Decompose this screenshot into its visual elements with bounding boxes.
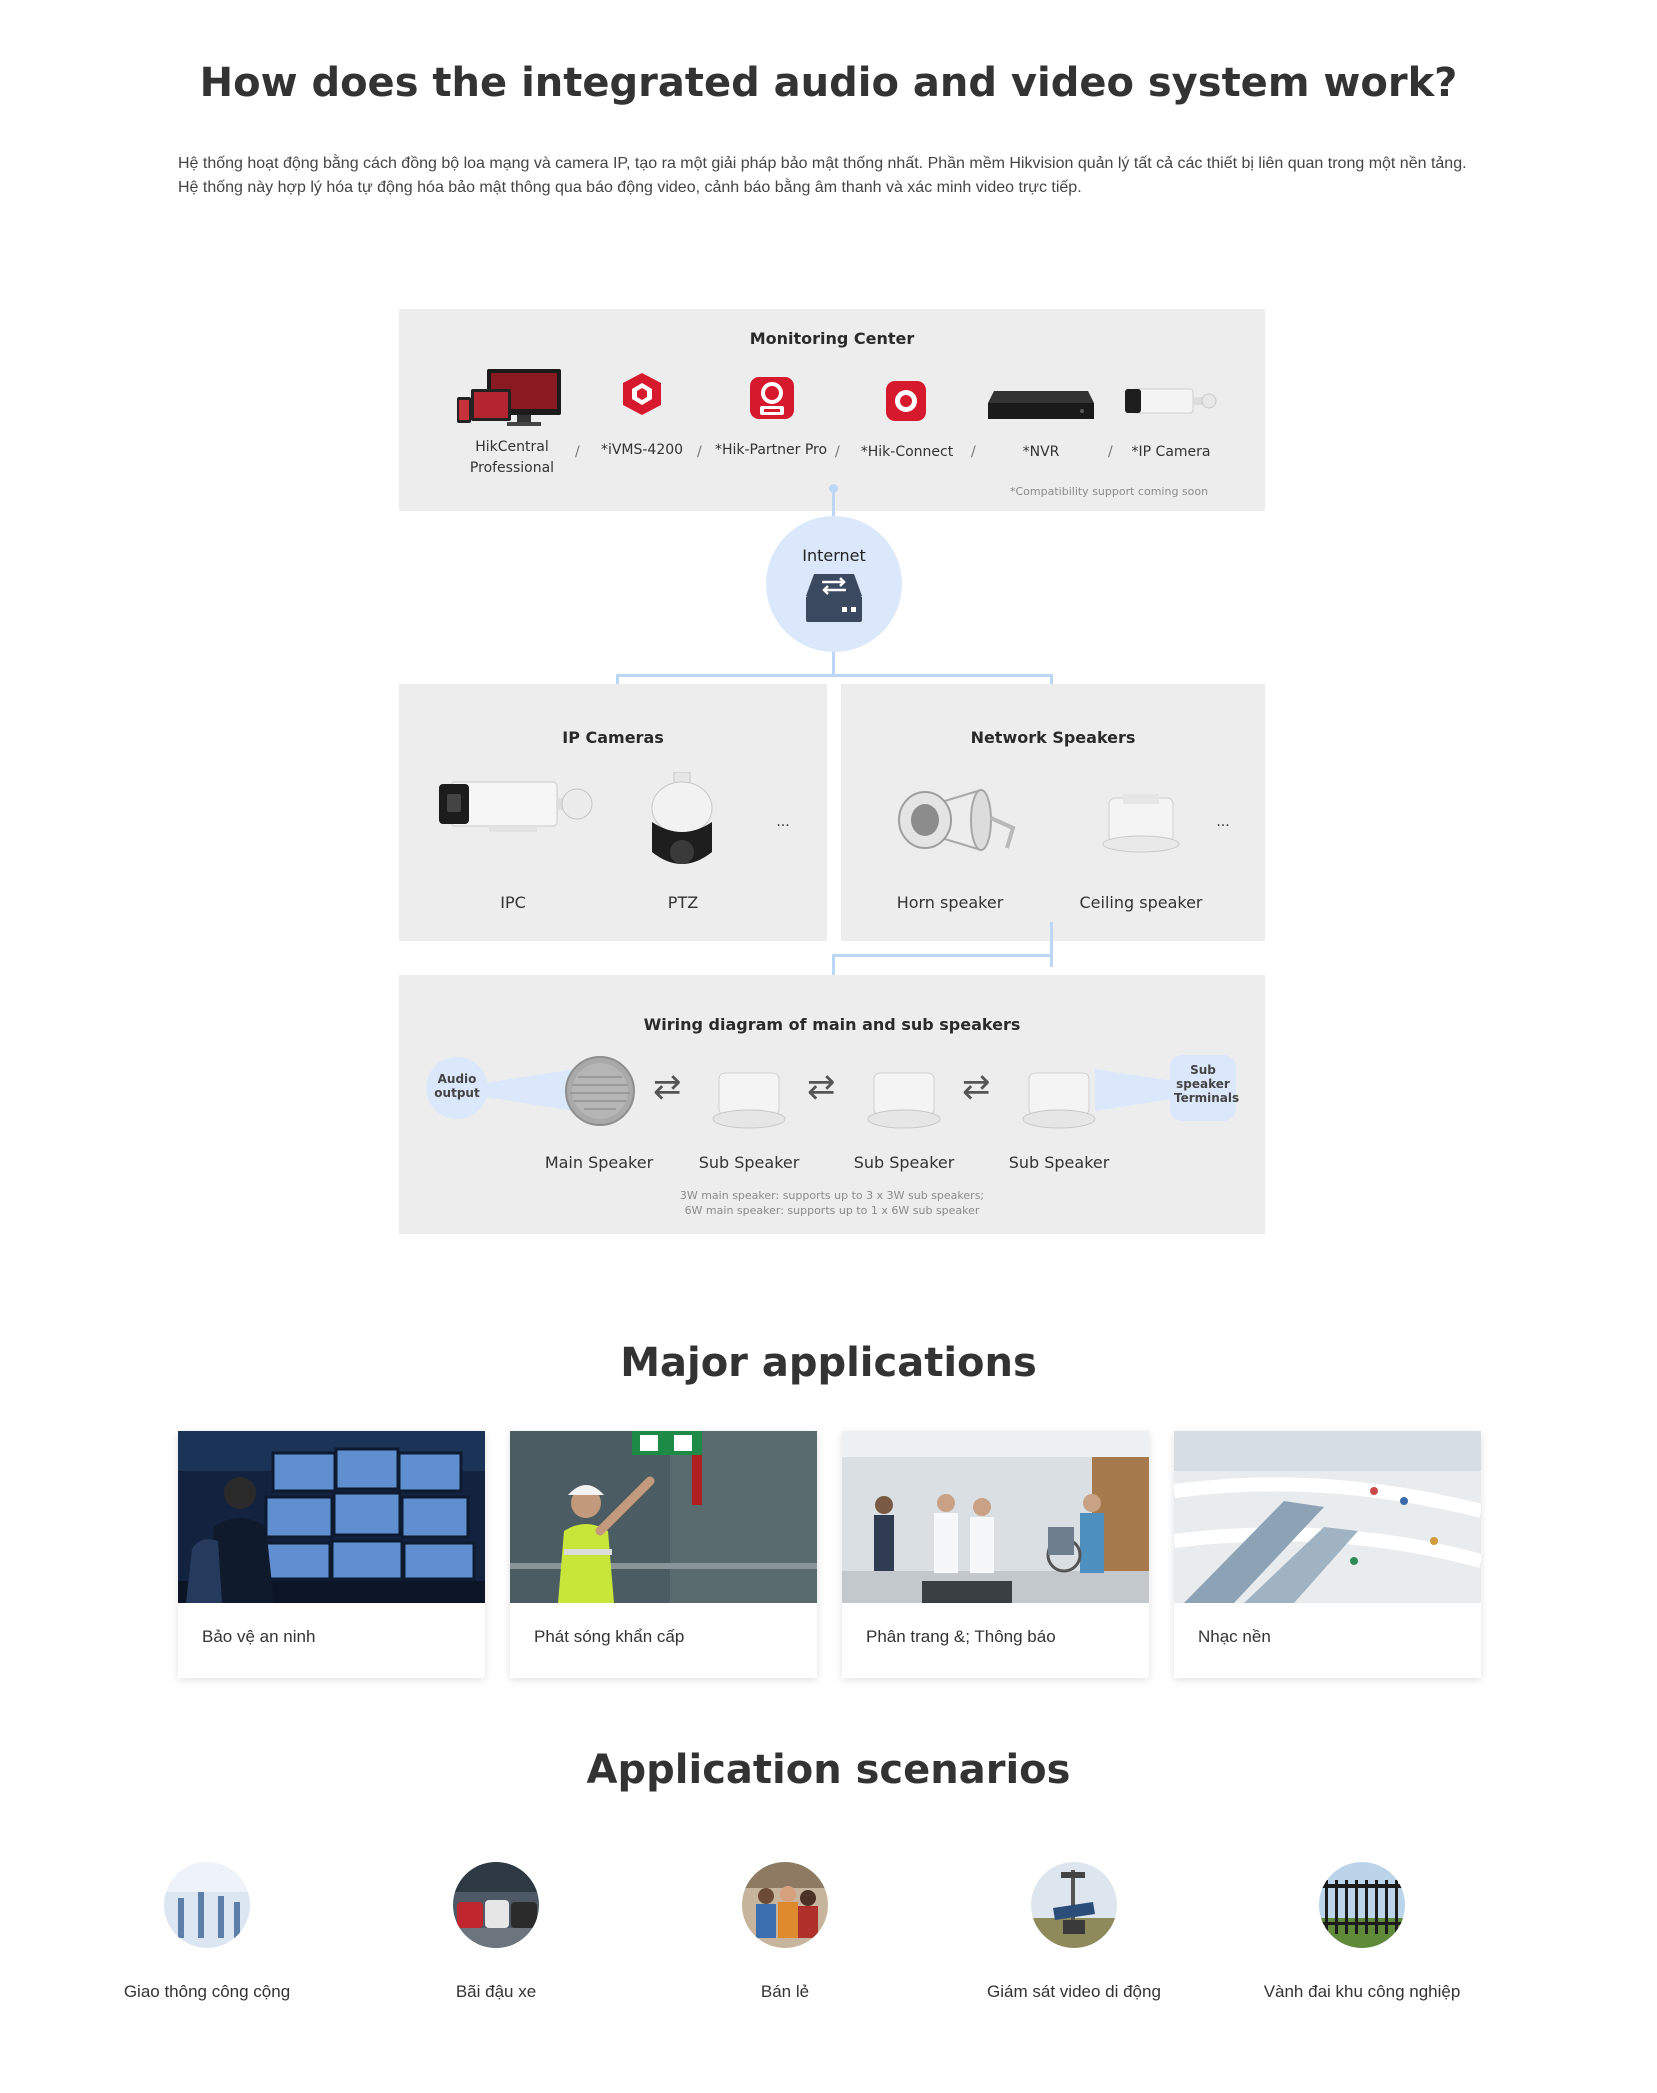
scenario-caption-mobile-surveillance: Giám sát video di động (987, 1982, 1161, 2001)
wiring-note-line2: 6W main speaker: supports up to 1 x 6W sub speaker (684, 1204, 980, 1217)
audio-output-bubble (426, 1057, 488, 1119)
internet-node (766, 516, 902, 652)
card-image-security (178, 1431, 485, 1603)
card-image-paging (842, 1431, 1149, 1603)
wiring-label-sub-speaker: Sub Speaker (698, 1153, 800, 1172)
network-speakers-panel (841, 684, 1265, 941)
monitoring-item-hikcentral: HikCentral Professional (469, 439, 555, 476)
hik-connect-icon (886, 381, 926, 421)
internet-label: Internet (802, 546, 866, 565)
monitoring-item-ivms: *iVMS-4200 (600, 442, 684, 458)
monitoring-item-hik-connect: *Hik-Connect (860, 444, 954, 460)
bidirectional-arrow-icon: ⇄ (962, 1067, 991, 1107)
compatibility-note: *Compatibility support coming soon (1010, 485, 1209, 498)
scenario-image-industrial-perimeter (1319, 1862, 1405, 1948)
connector (1050, 922, 1053, 967)
scenario-mobile-surveillance[interactable] (944, 1862, 1204, 2002)
section-title-application-scenarios: Application scenarios (586, 1747, 1071, 1793)
scenario-image-parking (453, 1862, 539, 1948)
sub-speaker-icon (1021, 1069, 1097, 1131)
scenario-caption-retail: Bán lẻ (760, 1982, 810, 2001)
monitoring-item-nvr: *NVR (1022, 444, 1060, 460)
card-caption-paging: Phân trang &; Thông báo (866, 1627, 1056, 1646)
hikcentral-devices-icon (457, 367, 575, 427)
sub-speaker-terminals-bubble (1170, 1055, 1240, 1121)
ceiling-speaker-icon (1101, 792, 1181, 856)
system-diagram (399, 309, 1265, 1234)
monitoring-item-ip-camera: *IP Camera (1131, 444, 1211, 460)
wiring-diagram-panel (399, 975, 1265, 1234)
network-speakers-more: ... (1216, 814, 1230, 830)
camera-label-ptz: PTZ (667, 893, 699, 912)
wiring-label-sub-speaker: Sub Speaker (853, 1153, 955, 1172)
scenario-image-public-transport (164, 1862, 250, 1948)
monitoring-item-hik-partner: *Hik-Partner Pro (714, 442, 828, 458)
scenario-parking[interactable] (366, 1862, 626, 2002)
section-title-major-applications: Major applications (620, 1340, 1037, 1386)
ip-cameras-more: ... (776, 814, 790, 830)
card-caption-security: Bảo vệ an ninh (202, 1627, 316, 1646)
card-image-background-music (1174, 1431, 1481, 1603)
separator: / (697, 444, 702, 460)
card-caption-emergency: Phát sóng khẩn cấp (534, 1627, 685, 1646)
nvr-icon (986, 389, 1096, 423)
router-icon (804, 572, 864, 624)
ip-cameras-title: IP Cameras (562, 728, 664, 747)
speaker-label-horn: Horn speaker (896, 893, 1004, 912)
application-card-background-music[interactable] (1174, 1431, 1481, 1678)
sub-speaker-terminals-label: Sub speaker Terminals (1174, 1063, 1240, 1105)
wiring-label-sub-speaker: Sub Speaker (1008, 1153, 1110, 1172)
ptz-camera-icon (647, 772, 717, 876)
audio-beam (485, 1069, 575, 1111)
monitoring-center-title: Monitoring Center (749, 329, 915, 348)
ip-cameras-panel (399, 684, 827, 941)
application-card-emergency[interactable] (510, 1431, 817, 1678)
separator: / (575, 444, 580, 460)
separator: / (971, 444, 976, 460)
hik-partner-pro-icon (750, 377, 794, 419)
application-card-paging[interactable] (842, 1431, 1149, 1678)
scenario-industrial-perimeter[interactable] (1232, 1862, 1492, 2002)
connector-dot (829, 484, 838, 493)
application-card-security[interactable] (178, 1431, 485, 1678)
camera-label-ipc: IPC (500, 893, 526, 912)
section-title-how-it-works: How does the integrated audio and video system work? (199, 60, 1458, 106)
speaker-label-ceiling: Ceiling speaker (1079, 893, 1203, 912)
ip-camera-icon (1123, 385, 1217, 425)
scenario-retail[interactable] (655, 1862, 915, 2002)
wiring-title: Wiring diagram of main and sub speakers (643, 1015, 1021, 1034)
separator: / (1108, 444, 1113, 460)
sub-speaker-icon (711, 1069, 787, 1131)
scenario-caption-public-transport: Giao thông công cộng (123, 1982, 291, 2001)
network-speakers-title: Network Speakers (970, 728, 1136, 747)
card-image-emergency (510, 1431, 817, 1603)
ivms-4200-icon (620, 371, 664, 417)
wiring-label-main-speaker: Main Speaker (544, 1153, 654, 1172)
sub-speaker-icon (866, 1069, 942, 1131)
monitoring-center-panel (399, 309, 1265, 511)
card-caption-background-music: Nhạc nền (1198, 1627, 1271, 1646)
scenario-image-retail (742, 1862, 828, 1948)
audio-output-label: Audio output (434, 1072, 480, 1100)
scenario-caption-industrial-perimeter: Vành đai khu công nghiệp (1263, 1982, 1461, 2001)
separator: / (835, 444, 840, 460)
connector (832, 954, 1053, 957)
main-speaker-icon (564, 1055, 636, 1127)
scenario-caption-parking: Bãi đậu xe (455, 1982, 537, 2001)
scenario-image-mobile-surveillance (1031, 1862, 1117, 1948)
horn-speaker-icon (895, 788, 1021, 856)
scenario-public-transport[interactable] (77, 1862, 337, 2002)
ipc-bullet-camera-icon (437, 778, 595, 844)
bidirectional-arrow-icon: ⇄ (807, 1067, 836, 1107)
connector (832, 650, 835, 675)
bidirectional-arrow-icon: ⇄ (653, 1067, 682, 1107)
wiring-note-line1: 3W main speaker: supports up to 3 x 3W sub speakers; (679, 1189, 985, 1202)
intro-paragraph: Hệ thống hoạt động bằng cách đồng bộ loa mạng và camera IP, tạo ra một giải pháp bảo mật thống nhất. Phần mềm Hikvision quản lý tất cả các thiết bị liên quan trong một nền tảng. Hệ thống này hợp lý hóa tự động hóa bảo mật thông qua báo động video, cảnh báo bằng âm thanh và xác minh video trực tiếp. (178, 155, 1467, 196)
connector (616, 674, 1052, 677)
